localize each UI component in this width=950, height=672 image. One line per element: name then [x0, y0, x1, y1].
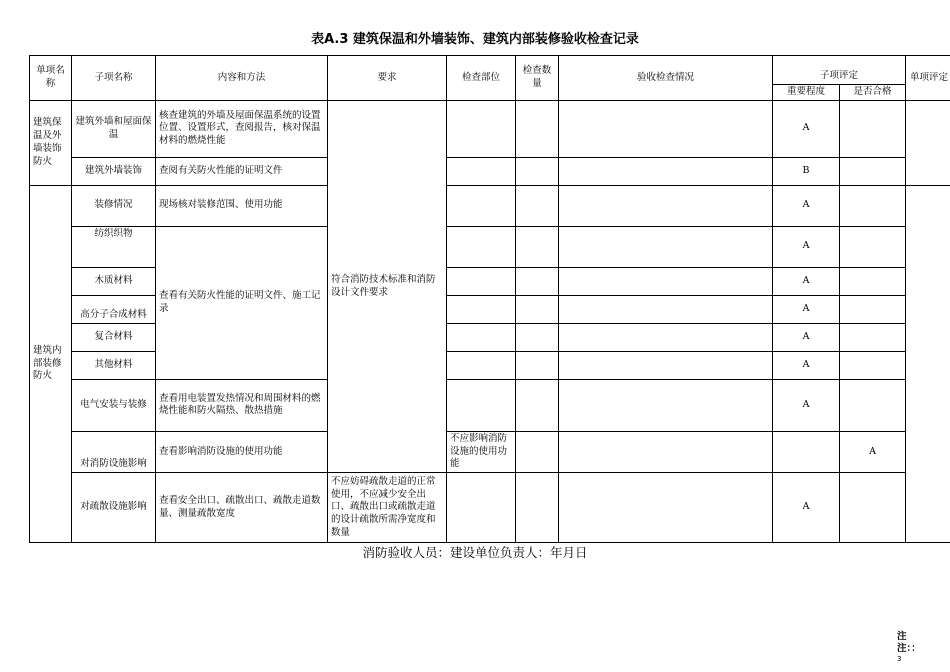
- qualified-cell[interactable]: [840, 473, 906, 543]
- acceptance-status-cell[interactable]: [559, 379, 773, 431]
- acceptance-status-cell[interactable]: [559, 323, 773, 351]
- acceptance-status-cell[interactable]: [559, 295, 773, 323]
- check-location-cell[interactable]: [447, 473, 516, 543]
- check-quantity-cell[interactable]: [516, 351, 559, 379]
- method-text: 查看安全出口、疏散出口、疏散走道数量、测量疏散宽度: [156, 473, 328, 543]
- header-acceptance-status: 验收检查情况: [559, 56, 773, 101]
- check-quantity-cell[interactable]: [559, 431, 773, 472]
- note-text: 注注：：: [897, 631, 921, 654]
- check-location-cell[interactable]: [447, 323, 516, 351]
- sub-item-name: 木质材料: [72, 267, 156, 295]
- shared-method-text: 查看有关防火性能的证明文件、施工记录: [156, 226, 328, 379]
- requirement-text: 不应妨碍疏散走道的正常使用，不应减少安全出口、疏散出口或疏散走道的设计疏散所需净宽度和数量: [328, 473, 447, 543]
- shared-requirement-text: 符合消防技术标准和消防设计文件要求: [328, 100, 447, 472]
- qualified-cell[interactable]: [840, 100, 906, 157]
- qualified-cell[interactable]: [840, 295, 906, 323]
- check-location-cell[interactable]: [447, 379, 516, 431]
- table-row: [30, 379, 950, 431]
- table-row: [30, 157, 950, 185]
- check-quantity-cell[interactable]: [516, 185, 559, 226]
- sub-item-name: 建筑外墙装饰: [72, 157, 156, 185]
- note-label: [897, 631, 927, 664]
- importance-value: A: [773, 351, 840, 379]
- importance-value: A: [773, 379, 840, 431]
- method-text: 核查建筑的外墙及屋面保温系统的设置位置、设置形式，查阅报告，核对保温材料的燃烧性能: [156, 100, 328, 157]
- method-text: 查阅有关防火性能的证明文件: [156, 157, 328, 185]
- sub-item-name: 对消防设施影响: [72, 431, 156, 472]
- check-quantity-cell[interactable]: [516, 323, 559, 351]
- method-text: 现场核对装修范围、使用功能: [156, 185, 328, 226]
- sub-item-name: 复合材料: [72, 323, 156, 351]
- sub-item-name: 装修情况: [72, 185, 156, 226]
- check-quantity-cell[interactable]: [516, 379, 559, 431]
- sub-item-name: 电气安装与装修: [72, 379, 156, 431]
- method-text: 查看用电装置发热情况和周围材料的燃烧性能和防火隔热、散热措施: [156, 379, 328, 431]
- importance-value: A: [840, 431, 906, 472]
- table-row: [30, 473, 950, 543]
- table-row: [30, 431, 950, 472]
- sub-item-name: 高分子合成材料: [72, 295, 156, 323]
- qualified-cell[interactable]: [840, 226, 906, 267]
- sub-item-name: 其他材料: [72, 351, 156, 379]
- qualified-cell[interactable]: [840, 351, 906, 379]
- check-quantity-cell[interactable]: [516, 267, 559, 295]
- requirement-text: 不应影响消防设施的使用功能: [447, 431, 516, 472]
- importance-value: A: [773, 267, 840, 295]
- sub-item-name: 对疏散设施影响: [72, 473, 156, 543]
- importance-value: B: [773, 157, 840, 185]
- single-evaluation-cell[interactable]: [906, 100, 950, 185]
- signature-line: 消防验收人员：建设单位负责人：年月日: [362, 545, 588, 560]
- header-check-quantity: 检查数量: [516, 56, 559, 101]
- acceptance-status-cell[interactable]: [559, 351, 773, 379]
- inspection-record-table: [29, 55, 950, 543]
- acceptance-status-cell[interactable]: [559, 100, 773, 157]
- check-quantity-cell[interactable]: [516, 295, 559, 323]
- qualified-cell[interactable]: [840, 323, 906, 351]
- header-qualified: 是否合格: [840, 85, 906, 101]
- check-location-cell[interactable]: [447, 351, 516, 379]
- check-quantity-cell[interactable]: [516, 157, 559, 185]
- method-text: 查看影响消防设施的使用功能: [156, 431, 328, 472]
- qualified-cell[interactable]: [840, 157, 906, 185]
- check-location-cell[interactable]: [447, 157, 516, 185]
- page-number: 3: [897, 654, 902, 663]
- check-location-cell[interactable]: [447, 100, 516, 157]
- header-check-location: 检查部位: [447, 56, 516, 101]
- check-location-cell[interactable]: [447, 295, 516, 323]
- sub-item-name: 建筑外墙和屋面保温: [72, 100, 156, 157]
- group-insulation-label: 建筑保温及外墙装饰防火: [30, 100, 72, 185]
- acceptance-status-cell[interactable]: [559, 473, 773, 543]
- qualified-cell[interactable]: [840, 267, 906, 295]
- table-row: [30, 226, 950, 267]
- header-sub-item-name: 子项名称: [72, 56, 156, 101]
- check-quantity-cell[interactable]: [516, 226, 559, 267]
- check-location-cell[interactable]: [447, 267, 516, 295]
- importance-value: A: [773, 185, 840, 226]
- table-row: [30, 185, 950, 226]
- acceptance-status-cell[interactable]: [559, 185, 773, 226]
- importance-value: A: [773, 473, 840, 543]
- importance-value: A: [773, 295, 840, 323]
- check-quantity-cell[interactable]: [516, 473, 559, 543]
- acceptance-status-cell[interactable]: [773, 431, 840, 472]
- header-sub-item-evaluation: 子项评定: [773, 56, 906, 85]
- check-location-cell[interactable]: [516, 431, 559, 472]
- acceptance-status-cell[interactable]: [559, 226, 773, 267]
- header-single-item-evaluation: 单项评定: [906, 56, 950, 101]
- header-single-item-name: 单项名称: [30, 56, 72, 101]
- qualified-cell[interactable]: [840, 185, 906, 226]
- header-importance: 重要程度: [773, 85, 840, 101]
- header-requirement: 要求: [328, 56, 447, 101]
- check-location-cell[interactable]: [447, 185, 516, 226]
- group-interior-label: 建筑内部装修防火: [30, 185, 72, 542]
- qualified-cell[interactable]: [840, 379, 906, 431]
- single-evaluation-cell[interactable]: [906, 185, 950, 542]
- importance-value: A: [773, 226, 840, 267]
- document-title: 表A.3 建筑保温和外墙装饰、建筑内部装修验收检查记录: [311, 32, 639, 47]
- check-location-cell[interactable]: [447, 226, 516, 267]
- acceptance-status-cell[interactable]: [559, 157, 773, 185]
- acceptance-status-cell[interactable]: [559, 267, 773, 295]
- sub-item-name: 纺织织物: [72, 226, 156, 267]
- importance-value: A: [773, 100, 840, 157]
- check-quantity-cell[interactable]: [516, 100, 559, 157]
- header-content-method: 内容和方法: [156, 56, 328, 101]
- importance-value: A: [773, 323, 840, 351]
- table-row: [30, 100, 950, 157]
